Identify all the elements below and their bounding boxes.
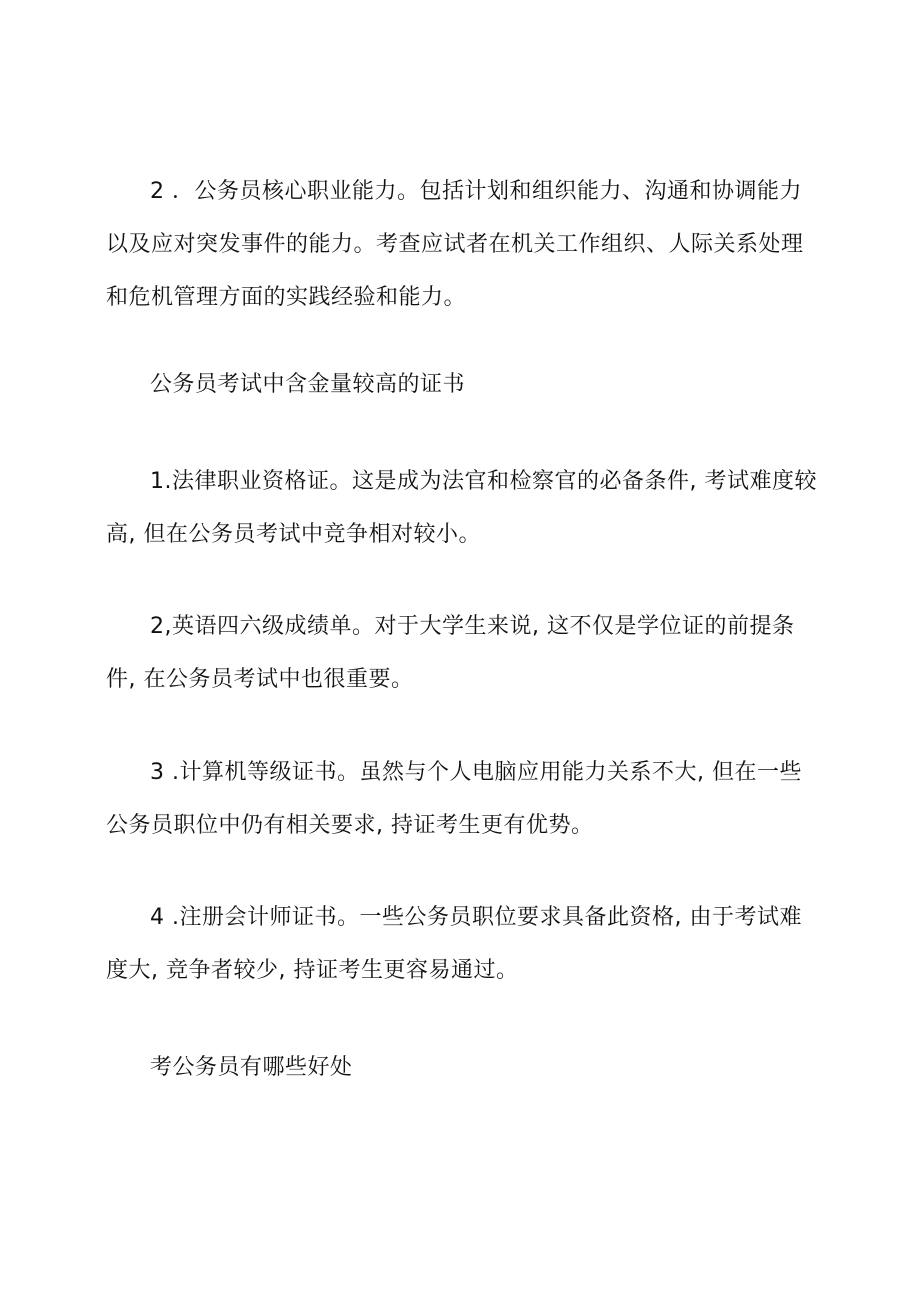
- heading-certificates: 公务员考试中含金量较高的证书: [150, 372, 466, 397]
- paragraph-core-ability: 2 ．公务员核心职业能力。包括计划和组织能力、沟通和协调能力以及应对突发事件的能力。考查应试者在机关工作组织、人际关系处理和危机管理方面的实践经验和能力。: [106, 179, 804, 310]
- heading-benefits: 考公务员有哪些好处: [150, 1055, 353, 1080]
- paragraph-cert-2: 2,英语四六级成绩单。对于大学生来说, 这不仅是学位证的前提条件, 在公务员考试中也很重要。: [106, 614, 795, 692]
- paragraph-cert-3: 3 .计算机等级证书。虽然与个人电脑应用能力关系不大, 但在一些公务员职位中仍有相关要求, 持证考生更有优势。: [106, 760, 802, 838]
- paragraph-cert-1: 1.法律职业资格证。这是成为法官和检察官的必备条件, 考试难度较高, 但在公务员考试中竞争相对较小。: [106, 469, 817, 547]
- paragraph-cert-4: 4 .注册会计师证书。一些公务员职位要求具备此资格, 由于考试难度大, 竞争者较少, 持证考生更容易通过。: [106, 905, 802, 983]
